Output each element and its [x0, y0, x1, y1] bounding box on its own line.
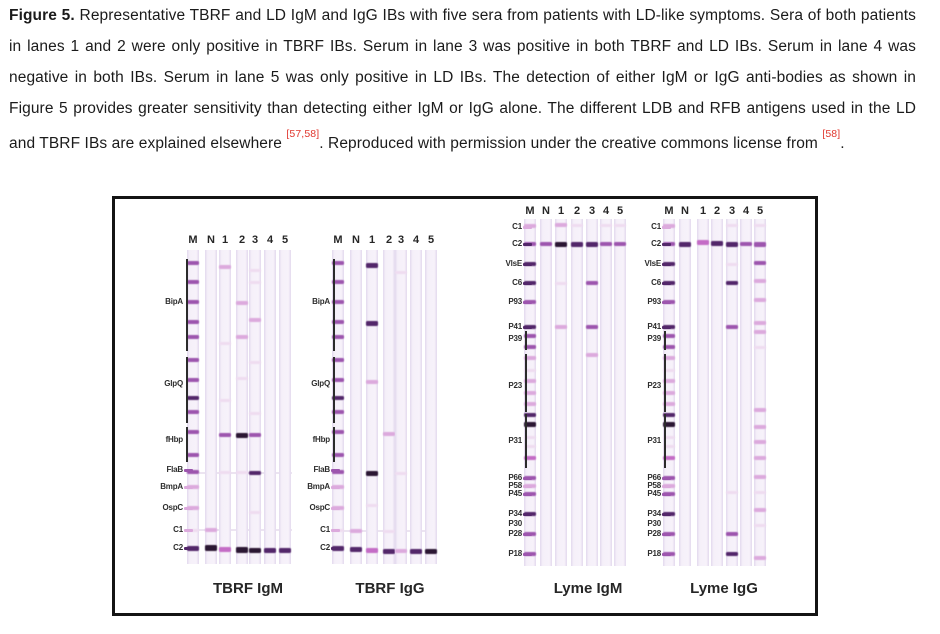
blot-band	[555, 223, 567, 227]
panel-title-lyme-igm: Lyme IgM	[553, 580, 623, 597]
label-tick	[184, 469, 193, 472]
blot-band	[219, 399, 231, 402]
antigen-label: P18	[508, 549, 522, 558]
label-tick	[523, 226, 532, 229]
label-tick	[184, 547, 193, 550]
blot-band	[555, 282, 567, 285]
blot-band	[187, 320, 199, 324]
antigen-label: P31	[647, 436, 661, 445]
lane-header: 5	[427, 234, 435, 246]
antigen-label: BmpA	[160, 482, 183, 491]
label-tick	[523, 493, 532, 496]
antigen-label: BipA	[312, 297, 330, 306]
antigen-label: P28	[508, 529, 522, 538]
blot-band	[754, 440, 766, 444]
caption-ref-2: [58]	[822, 128, 841, 140]
antigen-label: FlaB	[166, 465, 183, 474]
blot-lane	[726, 219, 738, 566]
antigen-label: fHbp	[165, 435, 183, 444]
label-tick	[523, 513, 532, 516]
panel-title-tbrf-igm: TBRF IgM	[213, 580, 283, 597]
antigen-label: fHbp	[312, 435, 330, 444]
label-tick	[523, 301, 532, 304]
label-tick	[331, 486, 340, 489]
blot-band	[726, 224, 738, 227]
antigen-label: BmpA	[307, 482, 330, 491]
lane-header: N	[352, 234, 360, 246]
antigen-label: C1	[512, 222, 522, 231]
blot-band	[754, 456, 766, 460]
blot-band	[586, 325, 598, 329]
blot-band	[219, 471, 231, 474]
blot-lane	[555, 219, 567, 566]
bracket-line	[525, 414, 527, 468]
blot-lane	[366, 250, 378, 564]
blot-lane	[679, 219, 691, 566]
blot-band	[586, 281, 598, 285]
antigen-label: VlsE	[505, 259, 522, 268]
label-tick	[662, 243, 671, 246]
bracket-line	[186, 259, 188, 351]
blot-band	[600, 242, 612, 246]
antigen-label: P45	[508, 489, 522, 498]
lane-header: 4	[742, 205, 750, 217]
antigen-label: BipA	[165, 297, 183, 306]
lane-header: 3	[251, 234, 259, 246]
label-tick	[523, 263, 532, 266]
antigen-label: P58	[508, 481, 522, 490]
caption-text-after-ref1: . Reproduced with permission under the creative commons license from	[319, 135, 823, 153]
antigen-label: P23	[647, 381, 661, 390]
blot-band	[383, 432, 395, 436]
bracket-line	[525, 354, 527, 412]
blot-lane	[236, 250, 248, 564]
blot-band	[555, 325, 567, 329]
blot-band	[726, 281, 738, 285]
lane-header: 1	[368, 234, 376, 246]
blot-band	[187, 335, 199, 339]
lane-header: 2	[573, 205, 581, 217]
blot-band	[754, 330, 766, 334]
blot-lane	[187, 250, 199, 564]
blot-lane	[697, 219, 709, 566]
blot-lane	[219, 250, 231, 564]
lane-header: 5	[756, 205, 764, 217]
blot-band	[754, 425, 766, 429]
blot-band	[187, 358, 199, 362]
blot-band	[366, 321, 378, 326]
blot-band	[600, 224, 612, 227]
blot-band	[586, 353, 598, 357]
blot-band	[187, 300, 199, 304]
lane-header: 2	[713, 205, 721, 217]
blot-band	[236, 433, 248, 438]
panel-title-tbrf-igg: TBRF IgG	[355, 580, 425, 597]
antigen-label: P31	[508, 436, 522, 445]
blot-band	[571, 242, 583, 247]
label-tick	[331, 547, 340, 550]
blot-band	[249, 281, 261, 284]
blot-band	[571, 224, 583, 227]
lane-header: N	[207, 234, 215, 246]
blot-band	[754, 242, 766, 247]
label-tick	[662, 533, 671, 536]
blot-lane	[410, 250, 422, 564]
antigen-label: FlaB	[313, 465, 330, 474]
blot-band	[366, 380, 378, 384]
blot-band	[395, 472, 407, 475]
label-tick	[184, 507, 193, 510]
lane-header: 3	[397, 234, 405, 246]
blot-lane	[249, 250, 261, 564]
lane-header: 3	[728, 205, 736, 217]
bracket-line	[664, 354, 666, 412]
antigen-label: C2	[512, 239, 522, 248]
blot-band	[187, 378, 199, 382]
lane-header: N	[542, 205, 550, 217]
antigen-label: C1	[320, 525, 330, 534]
figure-label: Figure 5.	[9, 7, 75, 24]
bracket-line	[186, 357, 188, 423]
blot-band	[726, 263, 738, 266]
blot-band	[236, 335, 248, 339]
blot-lane	[586, 219, 598, 566]
antigen-label: OspC	[162, 503, 183, 512]
blot-band	[219, 265, 231, 269]
antigen-label: OspC	[309, 503, 330, 512]
antigen-label: P23	[508, 381, 522, 390]
blot-band	[754, 491, 766, 494]
antigen-label: P93	[647, 297, 661, 306]
blot-band	[205, 528, 217, 532]
blot-band	[366, 504, 378, 507]
blot-band	[740, 242, 752, 246]
blot-lane	[205, 250, 217, 564]
blot-band	[754, 321, 766, 325]
lane-header: 2	[385, 234, 393, 246]
blot-band	[249, 318, 261, 322]
blot-band	[187, 430, 199, 434]
blot-band	[383, 549, 395, 554]
antigen-label: GlpQ	[164, 379, 183, 388]
blot-band	[205, 545, 217, 551]
lane-header: M	[664, 205, 674, 217]
antigen-label: P66	[647, 473, 661, 482]
blot-band	[249, 511, 261, 514]
blot-band	[249, 361, 261, 364]
antigen-label: P30	[508, 519, 522, 528]
blot-band	[425, 549, 437, 554]
blot-band	[586, 242, 598, 247]
blot-band	[711, 241, 723, 246]
caption-text-end: .	[840, 135, 845, 153]
label-tick	[523, 477, 532, 480]
blot-lane	[754, 219, 766, 566]
panel-title-lyme-igg: Lyme IgG	[690, 580, 758, 597]
blot-band	[236, 301, 248, 305]
blot-band	[726, 242, 738, 247]
lane-header: 4	[266, 234, 274, 246]
lane-header: M	[525, 205, 535, 217]
label-tick	[662, 485, 671, 488]
blot-band	[395, 271, 407, 274]
lane-header: 5	[616, 205, 624, 217]
label-tick	[662, 493, 671, 496]
blot-band	[754, 346, 766, 349]
antigen-label: P41	[647, 322, 661, 331]
blot-band	[219, 547, 231, 552]
antigen-label: C1	[173, 525, 183, 534]
blot-band	[366, 548, 378, 553]
antigen-label: P34	[508, 509, 522, 518]
blot-band	[187, 261, 199, 265]
blot-band	[726, 325, 738, 329]
lane-header: 1	[699, 205, 707, 217]
bracket-line	[333, 427, 335, 462]
blot-band	[754, 556, 766, 560]
blot-band	[366, 471, 378, 476]
label-tick	[184, 486, 193, 489]
blot-band	[249, 269, 261, 272]
bracket-line	[525, 331, 527, 350]
antigen-label: P28	[647, 529, 661, 538]
blot-lane	[264, 250, 276, 564]
blot-band	[395, 549, 407, 553]
blot-band	[754, 408, 766, 412]
blot-band	[754, 475, 766, 479]
blot-band	[187, 280, 199, 284]
lane-header: 4	[602, 205, 610, 217]
antigen-label: P18	[647, 549, 661, 558]
blot-band	[754, 524, 766, 527]
blot-band	[236, 471, 248, 474]
label-tick	[523, 553, 532, 556]
blot-band	[754, 298, 766, 302]
label-tick	[662, 553, 671, 556]
blot-lane	[540, 219, 552, 566]
label-tick	[523, 282, 532, 285]
bracket-line	[333, 259, 335, 351]
antigen-label: P66	[508, 473, 522, 482]
lane-header: 1	[557, 205, 565, 217]
lane-header: 5	[281, 234, 289, 246]
blot-lane	[740, 219, 752, 566]
antigen-label: GlpQ	[311, 379, 330, 388]
blot-band	[249, 412, 261, 415]
antigen-label: C2	[651, 239, 661, 248]
blot-band	[679, 242, 691, 247]
label-tick	[662, 282, 671, 285]
label-tick	[523, 533, 532, 536]
antigen-label: P93	[508, 297, 522, 306]
antigen-label: P45	[647, 489, 661, 498]
antigen-label: C6	[512, 278, 522, 287]
bracket-line	[333, 357, 335, 423]
blot-band	[754, 279, 766, 283]
blot-band	[555, 242, 567, 247]
blot-band	[350, 547, 362, 552]
antigen-label: C6	[651, 278, 661, 287]
lane-header: M	[188, 234, 198, 246]
blot-band	[754, 224, 766, 227]
blot-lane	[350, 250, 362, 564]
blot-band	[249, 471, 261, 475]
blot-band	[726, 491, 738, 494]
blot-band	[754, 508, 766, 512]
blot-lane	[600, 219, 612, 566]
blot-band	[187, 410, 199, 414]
label-tick	[662, 226, 671, 229]
blot-band	[383, 530, 395, 533]
label-tick	[523, 485, 532, 488]
bracket-line	[664, 331, 666, 350]
blot-band	[726, 532, 738, 536]
blot-band	[264, 548, 276, 553]
bracket-line	[186, 427, 188, 462]
blot-band	[697, 240, 709, 245]
antigen-label: P39	[647, 334, 661, 343]
label-tick	[523, 326, 532, 329]
lane-header: 3	[588, 205, 596, 217]
antigen-label: P58	[647, 481, 661, 490]
blot-band	[219, 433, 231, 437]
caption-ref-1: [57,58]	[286, 128, 320, 140]
blot-band	[754, 261, 766, 265]
label-tick	[331, 507, 340, 510]
blot-band	[249, 433, 261, 437]
lane-header: 1	[221, 234, 229, 246]
antigen-label: C1	[651, 222, 661, 231]
blot-band	[540, 242, 552, 246]
blot-lane	[425, 250, 437, 564]
blot-band	[350, 529, 362, 533]
antigen-label: P41	[508, 322, 522, 331]
blot-band	[366, 263, 378, 268]
blot-lane	[383, 250, 395, 564]
blot-lane	[395, 250, 407, 564]
lane-header: N	[681, 205, 689, 217]
label-tick	[662, 513, 671, 516]
blot-band	[410, 549, 422, 554]
label-tick	[331, 529, 340, 532]
antigen-label: C2	[320, 543, 330, 552]
lane-header: M	[333, 234, 343, 246]
lane-header: 2	[238, 234, 246, 246]
antigen-label: P39	[508, 334, 522, 343]
antigen-label: C2	[173, 543, 183, 552]
caption-text-main: Representative TBRF and LD IgM and IgG IBs with five sera from patients with LD-like symptoms. Sera of both patients in lanes 1 and 2 were only positive in TBRF IBs. Serum in lane 3 was positive in both TBRF and LD IBs. Serum in lane 4 was negative in both IBs. Serum in lane 5 was only positive in LD IBs. The detection of either IgM or IgG anti-bodies as shown in Figure 5 provides greater sensitivity than detecting either IgM or IgG alone. The different LDB and RFB antigens used in the LD and TBRF IBs are explained elsewhere	[9, 7, 916, 153]
label-tick	[662, 301, 671, 304]
blot-band	[236, 547, 248, 553]
bracket-line	[664, 414, 666, 468]
label-tick	[331, 469, 340, 472]
label-tick	[523, 243, 532, 246]
blot-band	[187, 453, 199, 457]
blot-lane	[571, 219, 583, 566]
blot-band	[249, 548, 261, 553]
label-tick	[184, 529, 193, 532]
blot-lane	[711, 219, 723, 566]
antigen-label: VlsE	[644, 259, 661, 268]
blot-band	[219, 342, 231, 345]
antigen-label: P34	[647, 509, 661, 518]
label-tick	[662, 263, 671, 266]
label-tick	[662, 326, 671, 329]
label-tick	[662, 477, 671, 480]
lane-header: 4	[412, 234, 420, 246]
blot-band	[726, 552, 738, 556]
antigen-label: P30	[647, 519, 661, 528]
blot-band	[236, 377, 248, 380]
blot-band	[187, 396, 199, 400]
